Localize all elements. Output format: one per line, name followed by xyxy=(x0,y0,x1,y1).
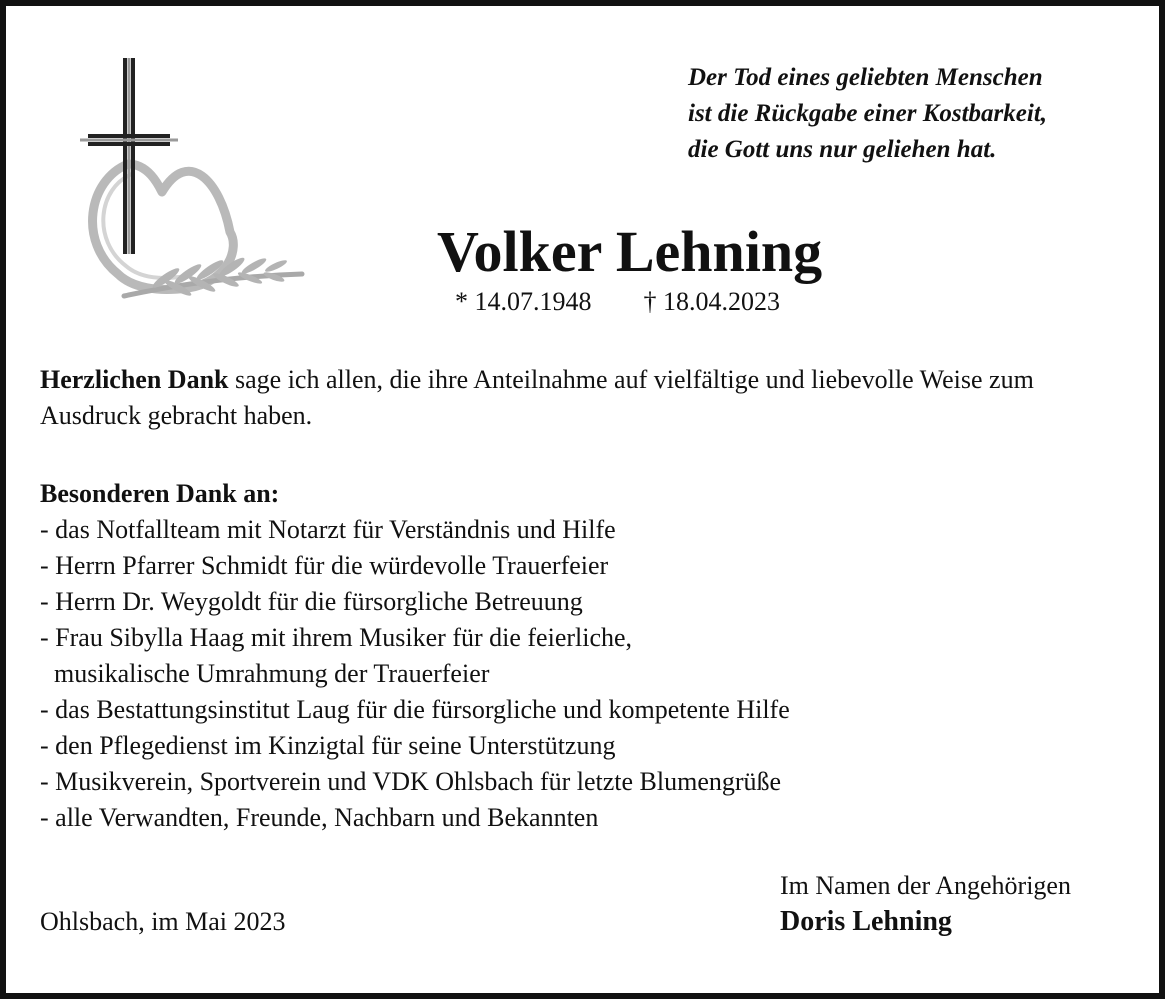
intro-paragraph xyxy=(40,362,1130,434)
intro-bold: Herzlichen Dank xyxy=(40,365,229,394)
quote-line: ist die Rückgabe einer Kostbarkeit, xyxy=(688,100,1048,127)
list-item: - alle Verwandten, Freunde, Nachbarn und Bekannten xyxy=(40,803,599,832)
list-item-continuation: musikalische Umrahmung der Trauerfeier xyxy=(54,659,490,688)
cross-heart-icon xyxy=(70,52,310,312)
list-item: - das Bestattungsinstitut Laug für die fürsorgliche und kompetente Hilfe xyxy=(40,695,790,724)
place-and-date: Ohlsbach, im Mai 2023 xyxy=(40,907,286,936)
list-item: - Herrn Dr. Weygoldt für die fürsorgliche Betreuung xyxy=(40,587,583,616)
deceased-name: Volker Lehning xyxy=(437,219,823,284)
intro-text: sage ich allen, die ihre Anteilnahme auf vielfältige und liebevolle Weise zum Ausdruck gebracht haben. xyxy=(40,365,1034,430)
thanks-heading: Besonderen Dank an: xyxy=(40,479,280,508)
list-item: - Herrn Pfarrer Schmidt für die würdevolle Trauerfeier xyxy=(40,551,609,580)
list-item: - den Pflegedienst im Kinzigtal für seine Unterstützung xyxy=(40,731,616,760)
list-item: - Musikverein, Sportverein und VDK Ohlsbach für letzte Blumengrüße xyxy=(40,767,782,796)
list-item: - das Notfallteam mit Notarzt für Verständnis und Hilfe xyxy=(40,515,616,544)
memorial-quote xyxy=(688,60,1148,168)
on-behalf-line: Im Namen der Angehörigen xyxy=(780,871,1071,900)
life-dates xyxy=(455,284,780,320)
quote-line: die Gott uns nur geliehen hat. xyxy=(688,136,997,163)
signer-name: Doris Lehning xyxy=(780,906,952,937)
list-item: - Frau Sibylla Haag mit ihrem Musiker für die feierliche, xyxy=(40,623,633,652)
death-date: † 18.04.2023 xyxy=(643,287,780,316)
birth-date: * 14.07.1948 xyxy=(455,287,592,316)
quote-line: Der Tod eines geliebten Menschen xyxy=(688,64,1043,91)
special-thanks xyxy=(40,476,1130,836)
signoff xyxy=(780,868,1071,940)
heart-inner xyxy=(103,174,186,278)
